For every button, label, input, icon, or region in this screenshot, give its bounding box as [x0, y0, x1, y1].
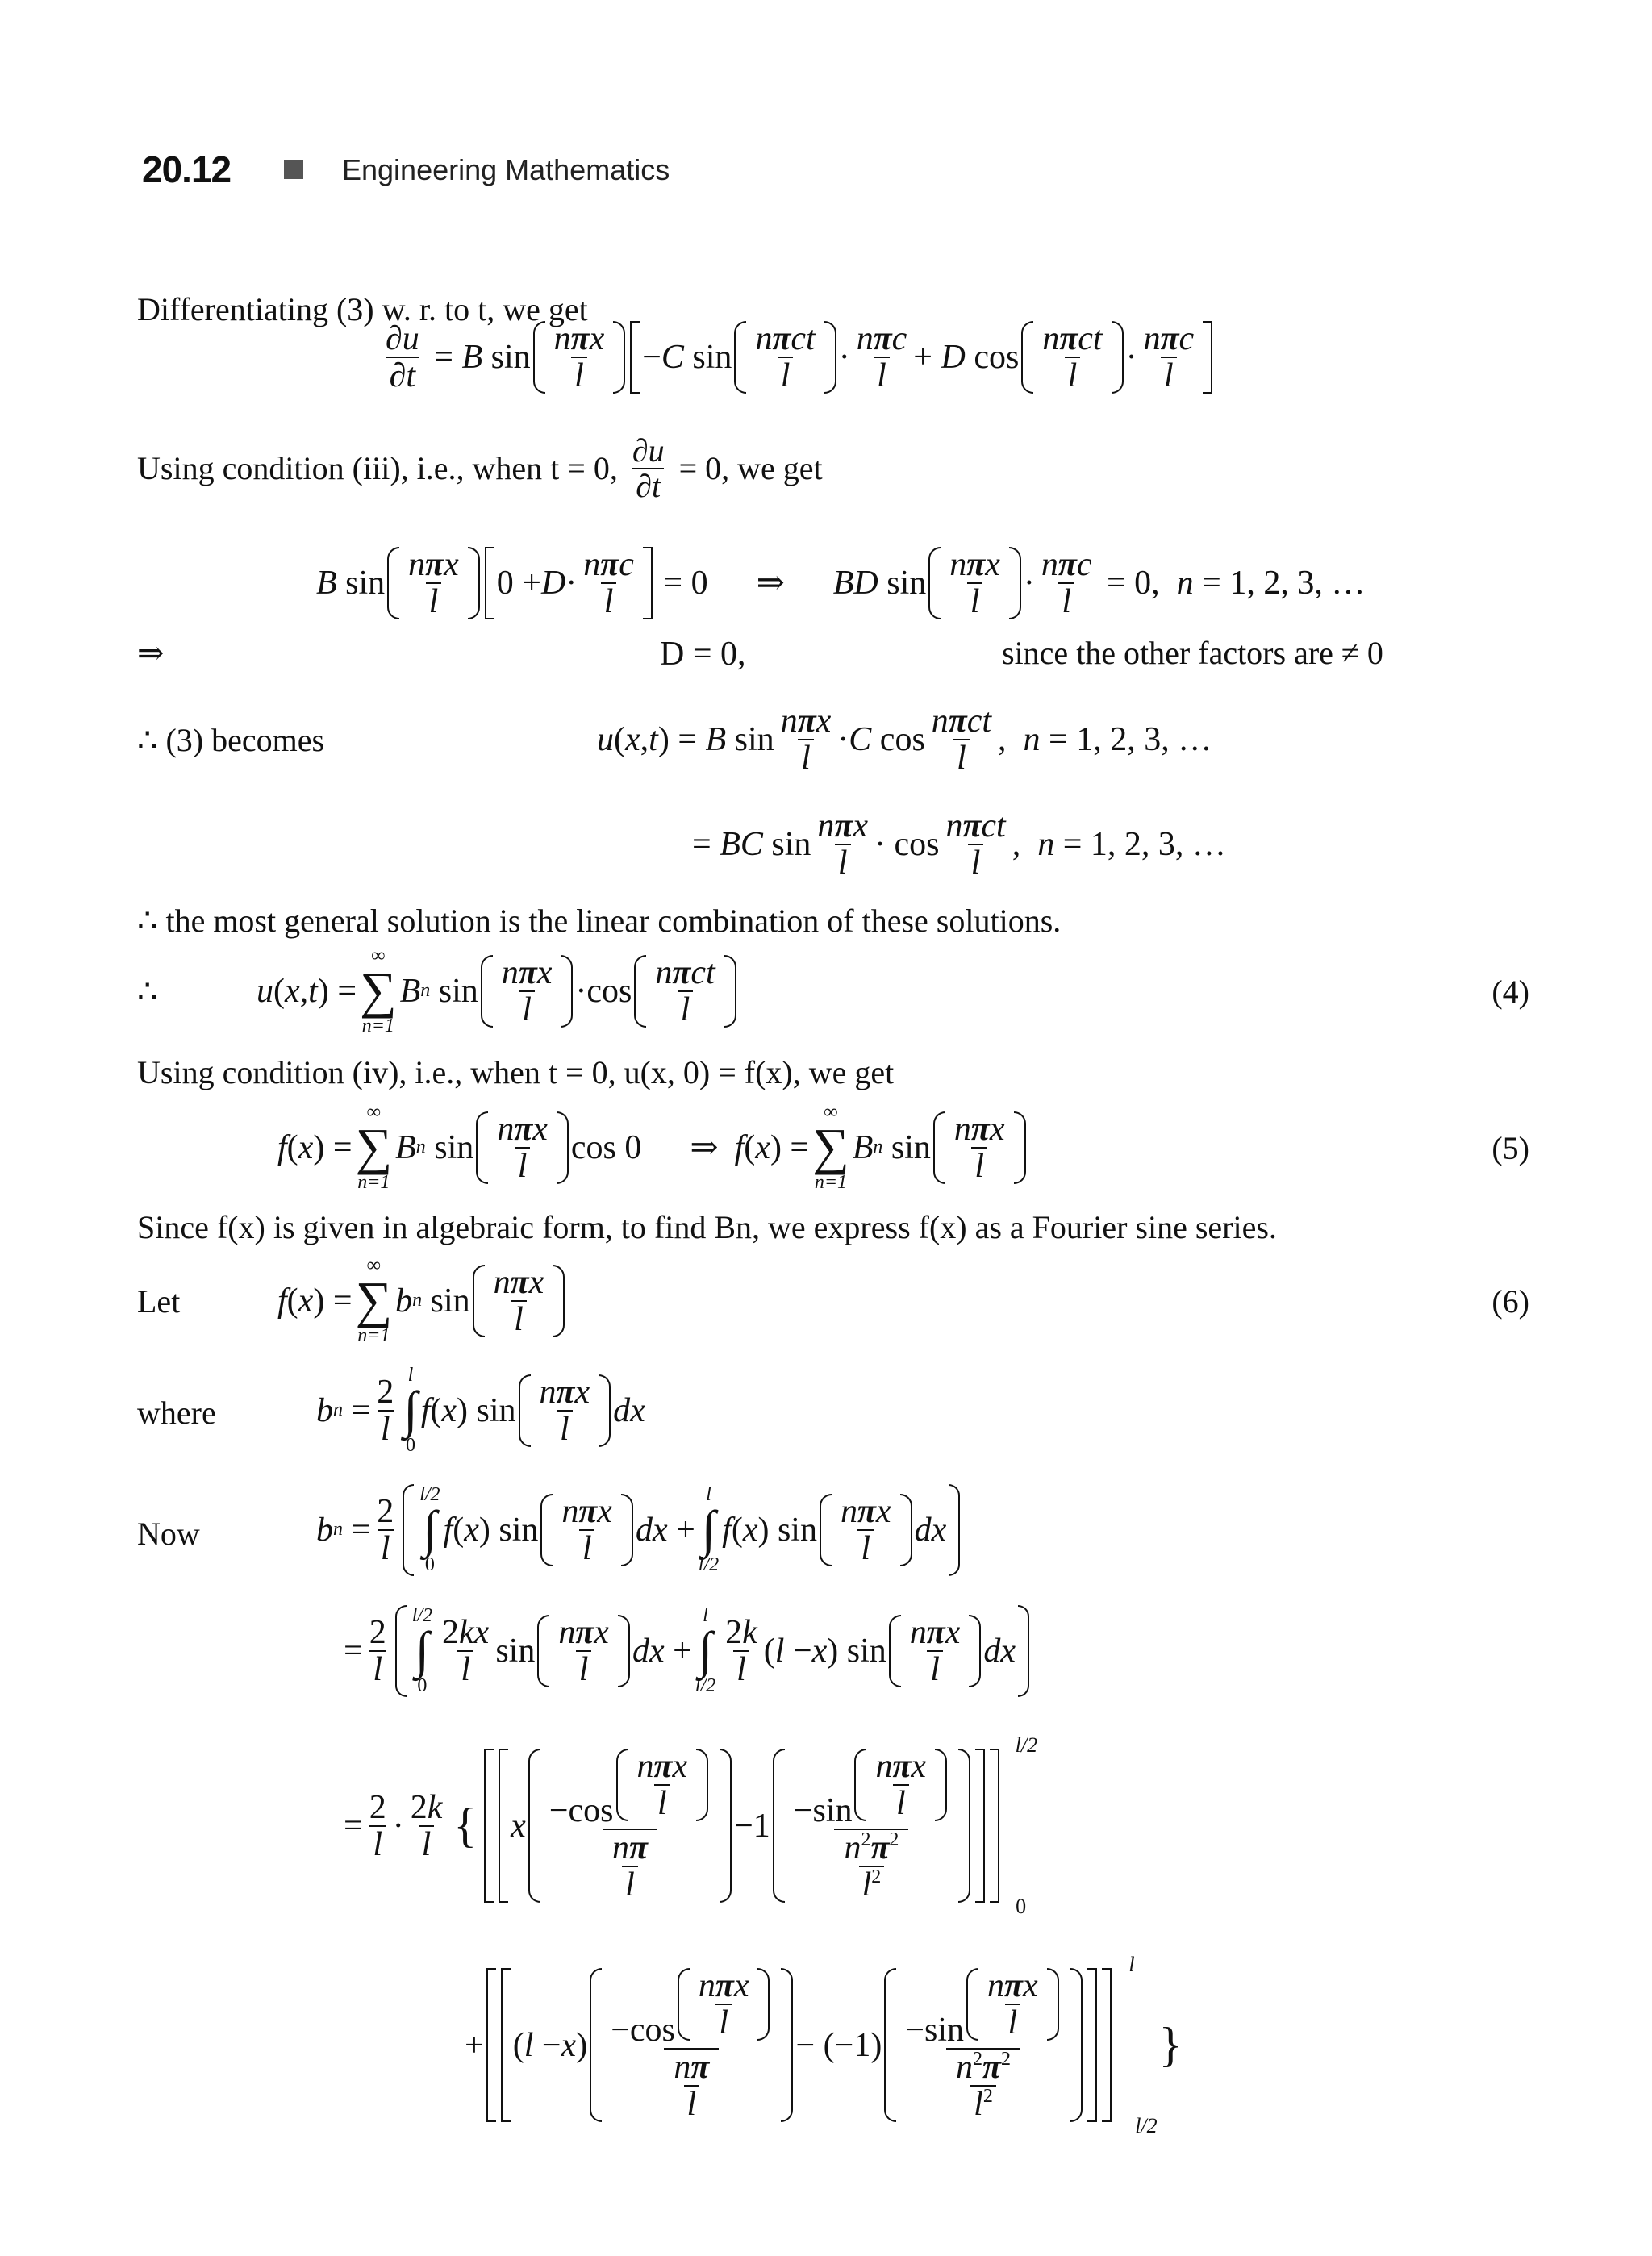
fourier-sine-series-equation: f ( x ) = ∞ ∑ n=1 b n sin $\frac{\text{nπx}}{l}$	[277, 1255, 567, 1347]
therefore-symbol: ∴	[137, 974, 158, 1010]
implies-symbol: ⇒	[137, 635, 165, 671]
eq-5-number: (5)	[1491, 1130, 1529, 1166]
bn-integral-equation: b n = $\frac{2}{l}$ l ∫ 0 f ( x ) sin $\frac{\text{nπx}}{l}$ dx	[316, 1365, 645, 1457]
therefore-3-becomes: ∴ (3) becomes	[137, 722, 325, 758]
differentiating-text: Differentiating (3) w. r. to t, we get	[137, 291, 588, 327]
bn-parts-equation-1: = $\frac{2}{l}$ · $\frac{2k}{l}$ { x −cos $\frac{\text{nπx}}{l}$ $\frac{n\pi}{l}$ −1 −sin $\frac{\text{nπx}}{l}$ $\frac{n^2\pi^2}{l^2}$ $^{l/2}$ 0	[344, 1733, 1038, 1919]
eq-6-number: (6)	[1491, 1283, 1529, 1320]
page-number: 20.12	[142, 148, 232, 190]
general-solution-equation: u ( x , t ) = ∞ ∑ n=1 B n sin $\frac{\text{nπx}}{l}$ ·cos $\frac{\text{nπct}}{l}$	[257, 945, 739, 1037]
b-d-zero-equation: B sin $\frac{\text{nπx}}{l}$ 0 + D · $\frac{\text{nπc}}{l}$ = 0 ⇒ BD sin $\frac{\text{nπx}}{l}$ · $\frac{\text{nπc}}{l}$ = 0, n = 1, 2, 3, …	[316, 546, 1366, 621]
square-bullet-icon	[284, 160, 303, 179]
let-label: Let	[137, 1283, 181, 1320]
du-dt-equation: $\frac{\partial u}{\partial t}$ = B sin $\frac{\text{nπx}}{l}$ − C sin $\frac{\text{nπct}}{l}$ · $\frac{\text{nπc}}{l}$ + D cos $\frac{\text{nπct}}{l}$ · $\frac{\text{nπc}}{l}$	[379, 321, 1215, 394]
bn-split-integral-equation: b n = $\frac{2}{l}$ l/2 ∫ 0 f ( x ) sin $\frac{\text{nπx}}{l}$ dx + l ∫ l/2 f ( x ) sin $\frac{\text{nπx}}{l}$ dx	[316, 1484, 962, 1576]
condition-iii-line: Using condition (iii), i.e., when t = 0, $\frac{\partial u}{\partial t}$ = 0, we get	[137, 432, 823, 504]
book-title: Engineering Mathematics	[342, 153, 670, 186]
since-other-factors: since the other factors are ≠ 0	[1002, 635, 1383, 671]
d-zero: D = 0,	[660, 636, 746, 673]
bc-product-equation: = BC sin $\frac{\text{nπx}}{l}$ · cos $\frac{\text{nπct}}{l}$ , n = 1, 2, 3, …	[692, 807, 1226, 882]
condition-iii-suffix: = 0, we get	[678, 450, 823, 486]
since-fx-text: Since f(x) is given in algebraic form, to find Bn, we express f(x) as a Fourier sine series.	[137, 1209, 1277, 1245]
bn-substituted-equation: = $\frac{2}{l}$ l/2 ∫ 0 $\frac{2kx}{l}$ sin $\frac{\text{nπx}}{l}$ dx + l ∫ l/2 $\frac{2k}{l}$ ( l − x ) sin $\frac{\text{nπx}}{l}$ dx	[344, 1605, 1032, 1697]
f-series-equation: f ( x ) = ∞ ∑ n=1 B n sin $\frac{\text{nπx}}{l}$ cos 0 ⇒ f ( x ) = ∞ ∑ n=1 B n sin $\frac{\text{nπx}}{l}$	[277, 1102, 1028, 1194]
condition-iv-text: Using condition (iv), i.e., when t = 0, u(x, 0) = f(x), we get	[137, 1054, 895, 1090]
now-label: Now	[137, 1516, 200, 1552]
u-product-equation: u ( x , t ) = B sin $\frac{\text{nπx}}{l}$ · C cos $\frac{\text{nπct}}{l}$ , n = 1, 2, 3, …	[597, 703, 1212, 778]
where-label: where	[137, 1395, 216, 1431]
bn-parts-equation-2: + ( l − x ) −cos $\frac{\text{nπx}}{l}$ $\frac{n\pi}{l}$ − (−1) −sin $\frac{\text{nπx}}{l}$ $\frac{n^2\pi^2}{l^2}$ $^l$ l/2 }	[465, 1953, 1183, 2138]
condition-iii-prefix: Using condition (iii), i.e., when t = 0,	[137, 450, 618, 486]
most-general-text: ∴ the most general solution is the linear combination of these solutions.	[137, 903, 1062, 939]
eq-4-number: (4)	[1491, 974, 1529, 1010]
